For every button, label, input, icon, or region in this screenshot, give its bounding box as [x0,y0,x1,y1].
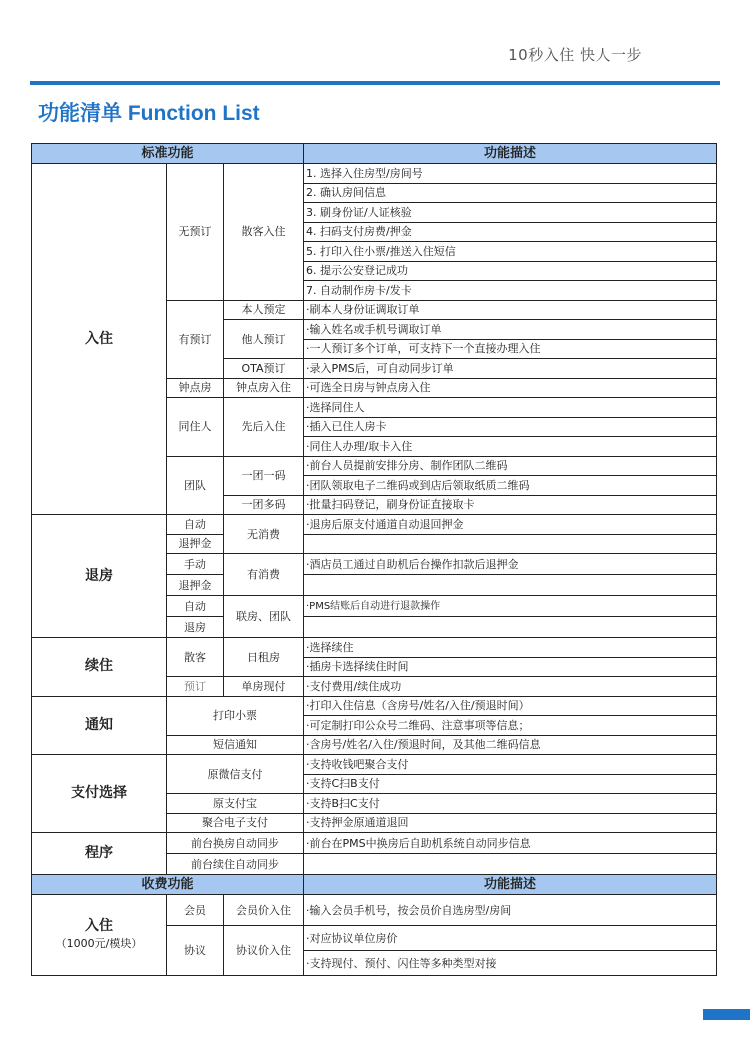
label-booked: 有预订 [167,300,224,378]
desc-print: ·可定制打印公众号二维码、注意事项等信息； [304,716,717,736]
desc-cohabitant: ·插入已住人房卡 [304,417,717,437]
desc-empty [304,534,717,554]
desc-has-consume: ·酒店员工通过自助机后台操作扣款后退押金 [304,554,717,575]
paid-checkin-title: 入住 [85,918,113,934]
desc-ota: ·录入PMS后，可自动同步订单 [304,359,717,379]
label-cohabitant: 同住人 [167,398,224,457]
desc-hourly: ·可选全日房与钟点房入住 [304,378,717,398]
table-row [32,696,717,716]
category-checkout: 退房 [32,515,167,638]
label-no-consume: 无消费 [224,515,304,554]
label-extend-prepaid: 预订 [167,677,224,697]
label-one-group-one-code: 一团一码 [224,456,304,495]
label-pay-now: 单房现付 [224,677,304,697]
label-auto-checkout-a: 自动 [167,596,224,617]
page-title: 功能清单 Function List [38,102,260,125]
desc-print: ·打印入住信息（含房号/姓名/入住/预退时间） [304,696,717,716]
desc-daily: ·选择续住 [304,638,717,658]
label-self-booked: 本人预定 [224,300,304,320]
walkin-step: 7. 自动制作房卡/发卡 [304,281,717,301]
label-ota-booked: OTA预订 [224,359,304,379]
walkin-step: 2. 确认房间信息 [304,183,717,203]
label-other-booked: 他人预订 [224,320,304,359]
label-room-change-sync: 前台换房自动同步 [167,833,304,854]
label-has-consume: 有消费 [224,554,304,596]
desc-empty [304,617,717,638]
desc-daily: ·插房卡选择续住时间 [304,657,717,677]
table-row [32,164,717,184]
label-manual-refund-b: 退押金 [167,575,224,596]
walkin-step: 5. 打印入住小票/推送入住短信 [304,242,717,262]
label-no-booking: 无预订 [167,164,224,301]
category-extend: 续住 [32,638,167,697]
category-program: 程序 [32,833,167,875]
desc-pay-now: ·支付费用/续住成功 [304,677,717,697]
slogan: 10秒入住 快人一步 [508,46,642,64]
label-auto-checkout-b: 退房 [167,617,224,638]
function-list-table [31,143,717,976]
table-header-row [32,875,717,895]
category-payment: 支付选择 [32,755,167,833]
label-extend-sync: 前台续住自动同步 [167,854,304,875]
label-later-checkin: 先后入住 [224,398,304,457]
label-print-receipt: 打印小票 [167,696,304,735]
label-hourly-room: 钟点房 [167,378,224,398]
desc-cohabitant: ·同住人办理/取卡入住 [304,437,717,457]
label-alipay: 原支付宝 [167,794,304,814]
desc-one-code: ·前台人员提前安排分房、制作团队二维码 [304,456,717,476]
desc-wechat: ·支持收钱吧聚合支付 [304,755,717,775]
desc-wechat: ·支持C扫B支付 [304,774,717,794]
desc-cohabitant: ·选择同住人 [304,398,717,418]
label-agreement: 协议 [167,926,224,976]
label-group: 团队 [167,456,224,515]
table-row [32,895,717,926]
label-member-price: 会员价入住 [224,895,304,926]
desc-one-code: ·团队领取电子二维码或到店后领取纸质二维码 [304,476,717,496]
label-one-group-multi-code: 一团多码 [224,495,304,515]
desc-empty [304,575,717,596]
desc-self-booked: ·刷本人身份证调取订单 [304,300,717,320]
table-header-row [32,144,717,164]
label-wechat-pay: 原微信支付 [167,755,304,794]
label-auto-refund-b: 退押金 [167,534,224,554]
label-hourly-checkin: 钟点房入住 [224,378,304,398]
desc-alipay: ·支持B扫C支付 [304,794,717,814]
label-linked-group: 联房、团队 [224,596,304,638]
desc-linked-group: ·PMS结账后自动进行退款操作 [304,596,717,617]
label-manual-refund-a: 手动 [167,554,224,575]
walkin-step: 6. 提示公安登记成功 [304,261,717,281]
desc-other-booked: ·输入姓名或手机号调取订单 [304,320,717,340]
page-corner-tab [703,1009,750,1020]
top-divider [30,81,720,85]
desc-member: ·输入会员手机号，按会员价自选房型/房间 [304,895,717,926]
desc-sms: ·含房号/姓名/入住/预退时间，及其他二维码信息 [304,735,717,755]
walkin-step: 1. 选择入住房型/房间号 [304,164,717,184]
label-walkin-checkin: 散客入住 [224,164,304,301]
label-extend-walkin: 散客 [167,638,224,677]
walkin-step: 3. 刷身份证/人证核验 [304,203,717,223]
table-row [32,515,717,535]
walkin-step: 4. 扫码支付房费/押金 [304,222,717,242]
paid-checkin-price: （1000元/模块） [55,937,143,950]
table-row [32,755,717,775]
label-agreement-price: 协议价入住 [224,926,304,976]
header-description: 功能描述 [304,875,717,895]
label-daily-room: 日租房 [224,638,304,677]
category-notify: 通知 [32,696,167,755]
desc-aggregate: ·支持押金原通道退回 [304,813,717,833]
category-paid-checkin [32,895,167,976]
desc-room-change: ·前台在PMS中换房后自助机系统自动同步信息 [304,833,717,854]
label-sms: 短信通知 [167,735,304,755]
category-checkin: 入住 [32,164,167,515]
desc-no-consume: ·退房后原支付通道自动退回押金 [304,515,717,535]
table-row [32,833,717,854]
header-paid-features: 收费功能 [32,875,304,895]
desc-other-booked: ·一人预订多个订单，可支持下一个直接办理入住 [304,339,717,359]
header-standard-features: 标准功能 [32,144,304,164]
desc-empty [304,854,717,875]
desc-agreement: ·对应协议单位房价 [304,926,717,951]
desc-multi-code: ·批量扫码登记，刷身份证直接取卡 [304,495,717,515]
desc-agreement: ·支持现付、预付、闪住等多种类型对接 [304,951,717,976]
table-row [32,638,717,658]
header-description: 功能描述 [304,144,717,164]
label-member: 会员 [167,895,224,926]
label-aggregate-pay: 聚合电子支付 [167,813,304,833]
label-auto-refund-a: 自动 [167,515,224,535]
